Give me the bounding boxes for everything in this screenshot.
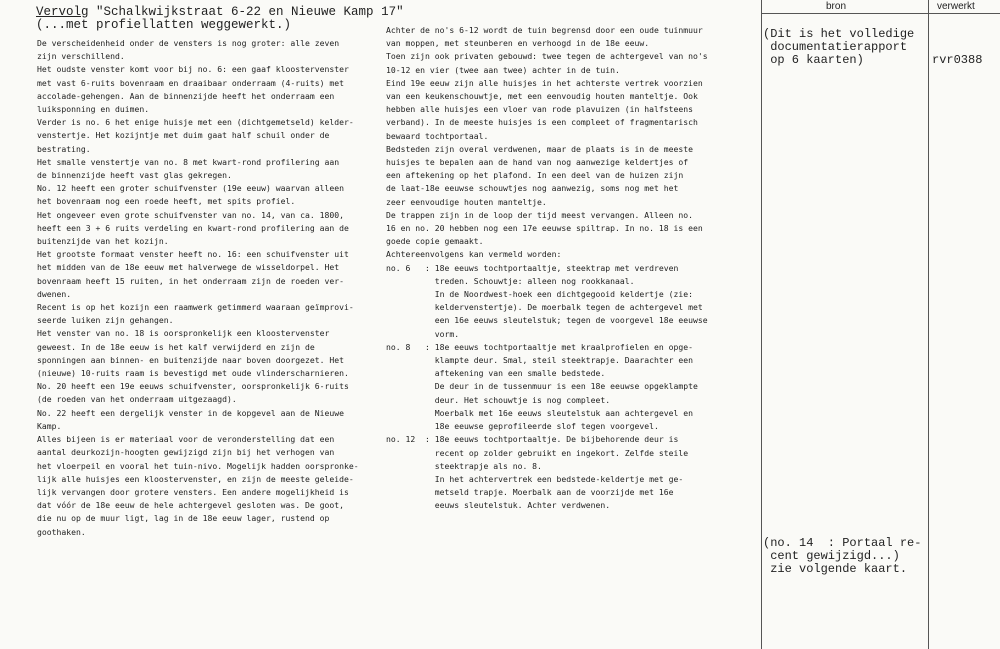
text-line: verband). In de meeste huisjes is een compleet of fragmentarisch [386, 117, 698, 128]
note-portaal: (no. 14 : Portaal re- cent gewijzigd...) zie volgende kaart. [763, 536, 922, 576]
text-line: venstertje. Het kozijntje met duim gaat half schuil onder de [37, 130, 330, 141]
sidebar-middle-border [928, 0, 929, 649]
text-line: goede copie gemaakt. [386, 236, 484, 247]
note-documentation: (Dit is het volledige documentatierapport op 6 kaarten) [763, 27, 915, 67]
text-line: eeuws sleutelstuk. Achter verdwenen. [386, 500, 611, 511]
text-line: Toen zijn ook privaten gebouwd: twee tegen de achtergevel van no's [386, 51, 708, 62]
title-sub: (...met profiellatten weggewerkt.) [36, 18, 292, 32]
text-line: Het venster van no. 18 is oorspronkelijk een kloostervenster [37, 328, 330, 339]
text-line: aftekening van een smalle bedstede. [386, 368, 606, 379]
text-line: zeer eenvoudige houten manteltje. [386, 196, 547, 207]
text-column-right [386, 24, 708, 513]
text-line: Kamp. [37, 420, 62, 431]
text-line: Verder is no. 6 het enige huisje met een (dichtgemetseld) kelder- [37, 117, 354, 128]
text-line: De verscheidenheid onder de vensters is nog groter: alle zeven [37, 38, 340, 48]
text-line: van een keukenschouwtje, met een eenvoudig houten manteltje. Ook [386, 91, 698, 102]
text-line: vorm. [386, 328, 460, 339]
text-line: bestrating. [37, 143, 91, 154]
text-line: treden. Schouwtje: alleen nog rookkanaal. [386, 275, 635, 286]
text-line: Het smalle venstertje van no. 8 met kwart-rond profilering aan [37, 156, 340, 167]
text-line: No. 22 heeft een dergelijk venster in de kopgevel aan de Nieuwe [37, 407, 344, 418]
text-line: het bovenraam nog een roede heeft, met spits profiel. [37, 196, 296, 207]
text-line: De deur in de tussenmuur is een 18e eeuwse opgeklampte [386, 381, 698, 392]
text-line: Het ongeveer even grote schuifvenster van no. 14, van ca. 1800, [37, 209, 344, 220]
text-line: In de Noordwest-hoek een dichtgegooid keldertje (zie: [386, 289, 693, 300]
text-line: luiksponning en duimen. [37, 104, 150, 115]
text-line: sponningen aan binnen- en buitenzijde naar boven doorgezet. Het [37, 354, 344, 365]
header-verwerkt: verwerkt [937, 1, 975, 12]
text-line: Achtereenvolgens kan vermeld worden: [386, 249, 562, 260]
text-line: 10-12 en vier (twee aan twee) achter in de tuin. [386, 64, 620, 75]
text-line: het midden van de 18e eeuw met halverwege de wisseldorpel. Het [37, 262, 340, 273]
text-line: de binnenzijde heeft vast glas gekregen. [37, 170, 232, 181]
text-line: keldervenstertje). De moerbalk tegen de achtergevel met [386, 302, 703, 313]
header-bron: bron [826, 1, 847, 12]
text-line: 16 en no. 20 hebben nog een 17e eeuwse spiltrap. In no. 18 is een [386, 223, 703, 234]
text-line: de laat-18e eeuwse schouwtjes nog aanwezig, soms nog met het [386, 183, 679, 194]
text-line: steektrapje als no. 8. [386, 460, 542, 471]
text-line: Achter de no's 6-12 wordt de tuin begrensd door een oude tuinmuur [386, 25, 703, 35]
text-line: goothaken. [37, 526, 86, 537]
text-line: klampte deur. Smal, steil steektrapje. Daarachter een [386, 355, 693, 366]
text-line: Het grootste formaat venster heeft no. 16: een schuifvenster uit [37, 249, 349, 260]
text-line: Alles bijeen is er materiaal voor de veronderstelling dat een [37, 434, 335, 445]
text-line: het vloerpeil en vooral het tuin-nivo. Mogelijk hadden oorspronke- [37, 460, 359, 471]
text-line: Recent is op het kozijn een raamwerk getimmerd waaraan geïmprovi- [37, 302, 354, 313]
text-line: een 16e eeuws sleutelstuk; tegen de voorgevel 18e eeuwse [386, 315, 708, 326]
text-line: een aftekening op het plafond. In een deel van de huizen zijn [386, 170, 684, 181]
text-line: huisjes te bepalen aan de hand van nog aanwezige keldertjes of [386, 157, 689, 168]
text-line: Bedsteden zijn overal verdwenen, maar de plaats is in de meeste [386, 143, 693, 154]
archive-code: rvr0388 [932, 53, 983, 67]
text-line: No. 20 heeft een 19e eeuws schuifvenster, oorspronkelijk 6-ruits [37, 381, 349, 392]
text-line: bovenraam heeft 15 ruiten, in het onderraam zijn de roeden ver- [37, 275, 344, 286]
text-line: seerde luiken zijn gehangen. [37, 315, 174, 326]
sidebar-header-divider [761, 13, 1000, 14]
text-line: dat vóór de 18e eeuw de hele achtergevel gesloten was. De goot, [37, 500, 344, 511]
text-line: buitenzijde van het kozijn. [37, 236, 169, 247]
text-line: no. 8 : 18e eeuws tochtportaaltje met kraalprofielen en opge- [386, 341, 693, 352]
text-line: metseld trapje. Moerbalk aan de voorzijde met 16e [386, 487, 674, 498]
text-line: Eind 19e eeuw zijn alle huisjes in het achterste vertrek voorzien [386, 77, 703, 88]
sidebar-left-border [761, 0, 762, 649]
text-line: zijn verschillend. [37, 51, 125, 62]
text-line: Moerbalk met 16e eeuws sleutelstuk aan achtergevel en [386, 407, 693, 418]
text-line: die nu op de muur ligt, lag in de 18e eeuw lager, rustend op [37, 513, 330, 524]
text-line: no. 6 : 18e eeuws tochtportaaltje, steektrap met verdreven [386, 262, 679, 273]
text-line: 18e eeuwse geprofileerde slof tegen voorgevel. [386, 421, 659, 432]
text-line: lijk vervangen door grotere vensters. Een andere mogelijkheid is [37, 486, 349, 497]
text-line: recent op zolder gebruikt en ingekort. Zelfde steile [386, 447, 689, 458]
text-line: bewaard tochtportaal. [386, 130, 489, 141]
text-line: (nieuwe) 10-ruits raam is bevestigd met oude vlinderscharnieren. [37, 368, 349, 379]
title-main: "Schalkwijkstraat 6-22 en Nieuwe Kamp 17" [88, 5, 404, 19]
text-line: met vast 6-ruits bovenraam en draaibaar onderraam (4-ruits) met [37, 77, 344, 88]
title-prefix: Vervolg [36, 5, 89, 19]
page-title [36, 6, 404, 32]
text-line: no. 12 : 18e eeuws tochtportaaltje. De bijbehorende deur is [386, 434, 679, 445]
text-line: aantal deurkozijn-hoogten gewijzigd zijn bij het verhogen van [37, 447, 335, 458]
text-line: van moppen, met steunberen en verhoogd in de 18e eeuw. [386, 38, 650, 49]
text-line: Het oudste venster komt voor bij no. 6: een gaaf kloostervenster [37, 64, 349, 75]
text-line: In het achtervertrek een bedstede-keldertje met ge- [386, 473, 684, 484]
text-column-left [37, 37, 359, 539]
text-line: accolade-gehengen. Aan de binnenzijde heeft het onderraam een [37, 90, 335, 101]
text-line: deur. Het schouwtje is nog compleet. [386, 394, 611, 405]
text-line: lijk alle huisjes een kloostervenster, en zijn de meeste geleide- [37, 473, 354, 484]
text-line: (de roeden van het onderraam uitgezaagd). [37, 394, 237, 405]
text-line: No. 12 heeft een groter schuifvenster (19e eeuw) waarvan alleen [37, 183, 344, 194]
text-line: geweest. In de 18e eeuw is het kalf verwijderd en zijn de [37, 341, 315, 352]
text-line: heeft een 3 + 6 ruits verdeling en kwart-rond profilering aan de [37, 222, 349, 233]
text-line: De trappen zijn in de loop der tijd meest vervangen. Alleen no. [386, 209, 693, 220]
text-line: hebben alle huisjes een vloer van rode plavuizen (in halfsteens [386, 104, 693, 115]
text-line: dwenen. [37, 288, 72, 299]
